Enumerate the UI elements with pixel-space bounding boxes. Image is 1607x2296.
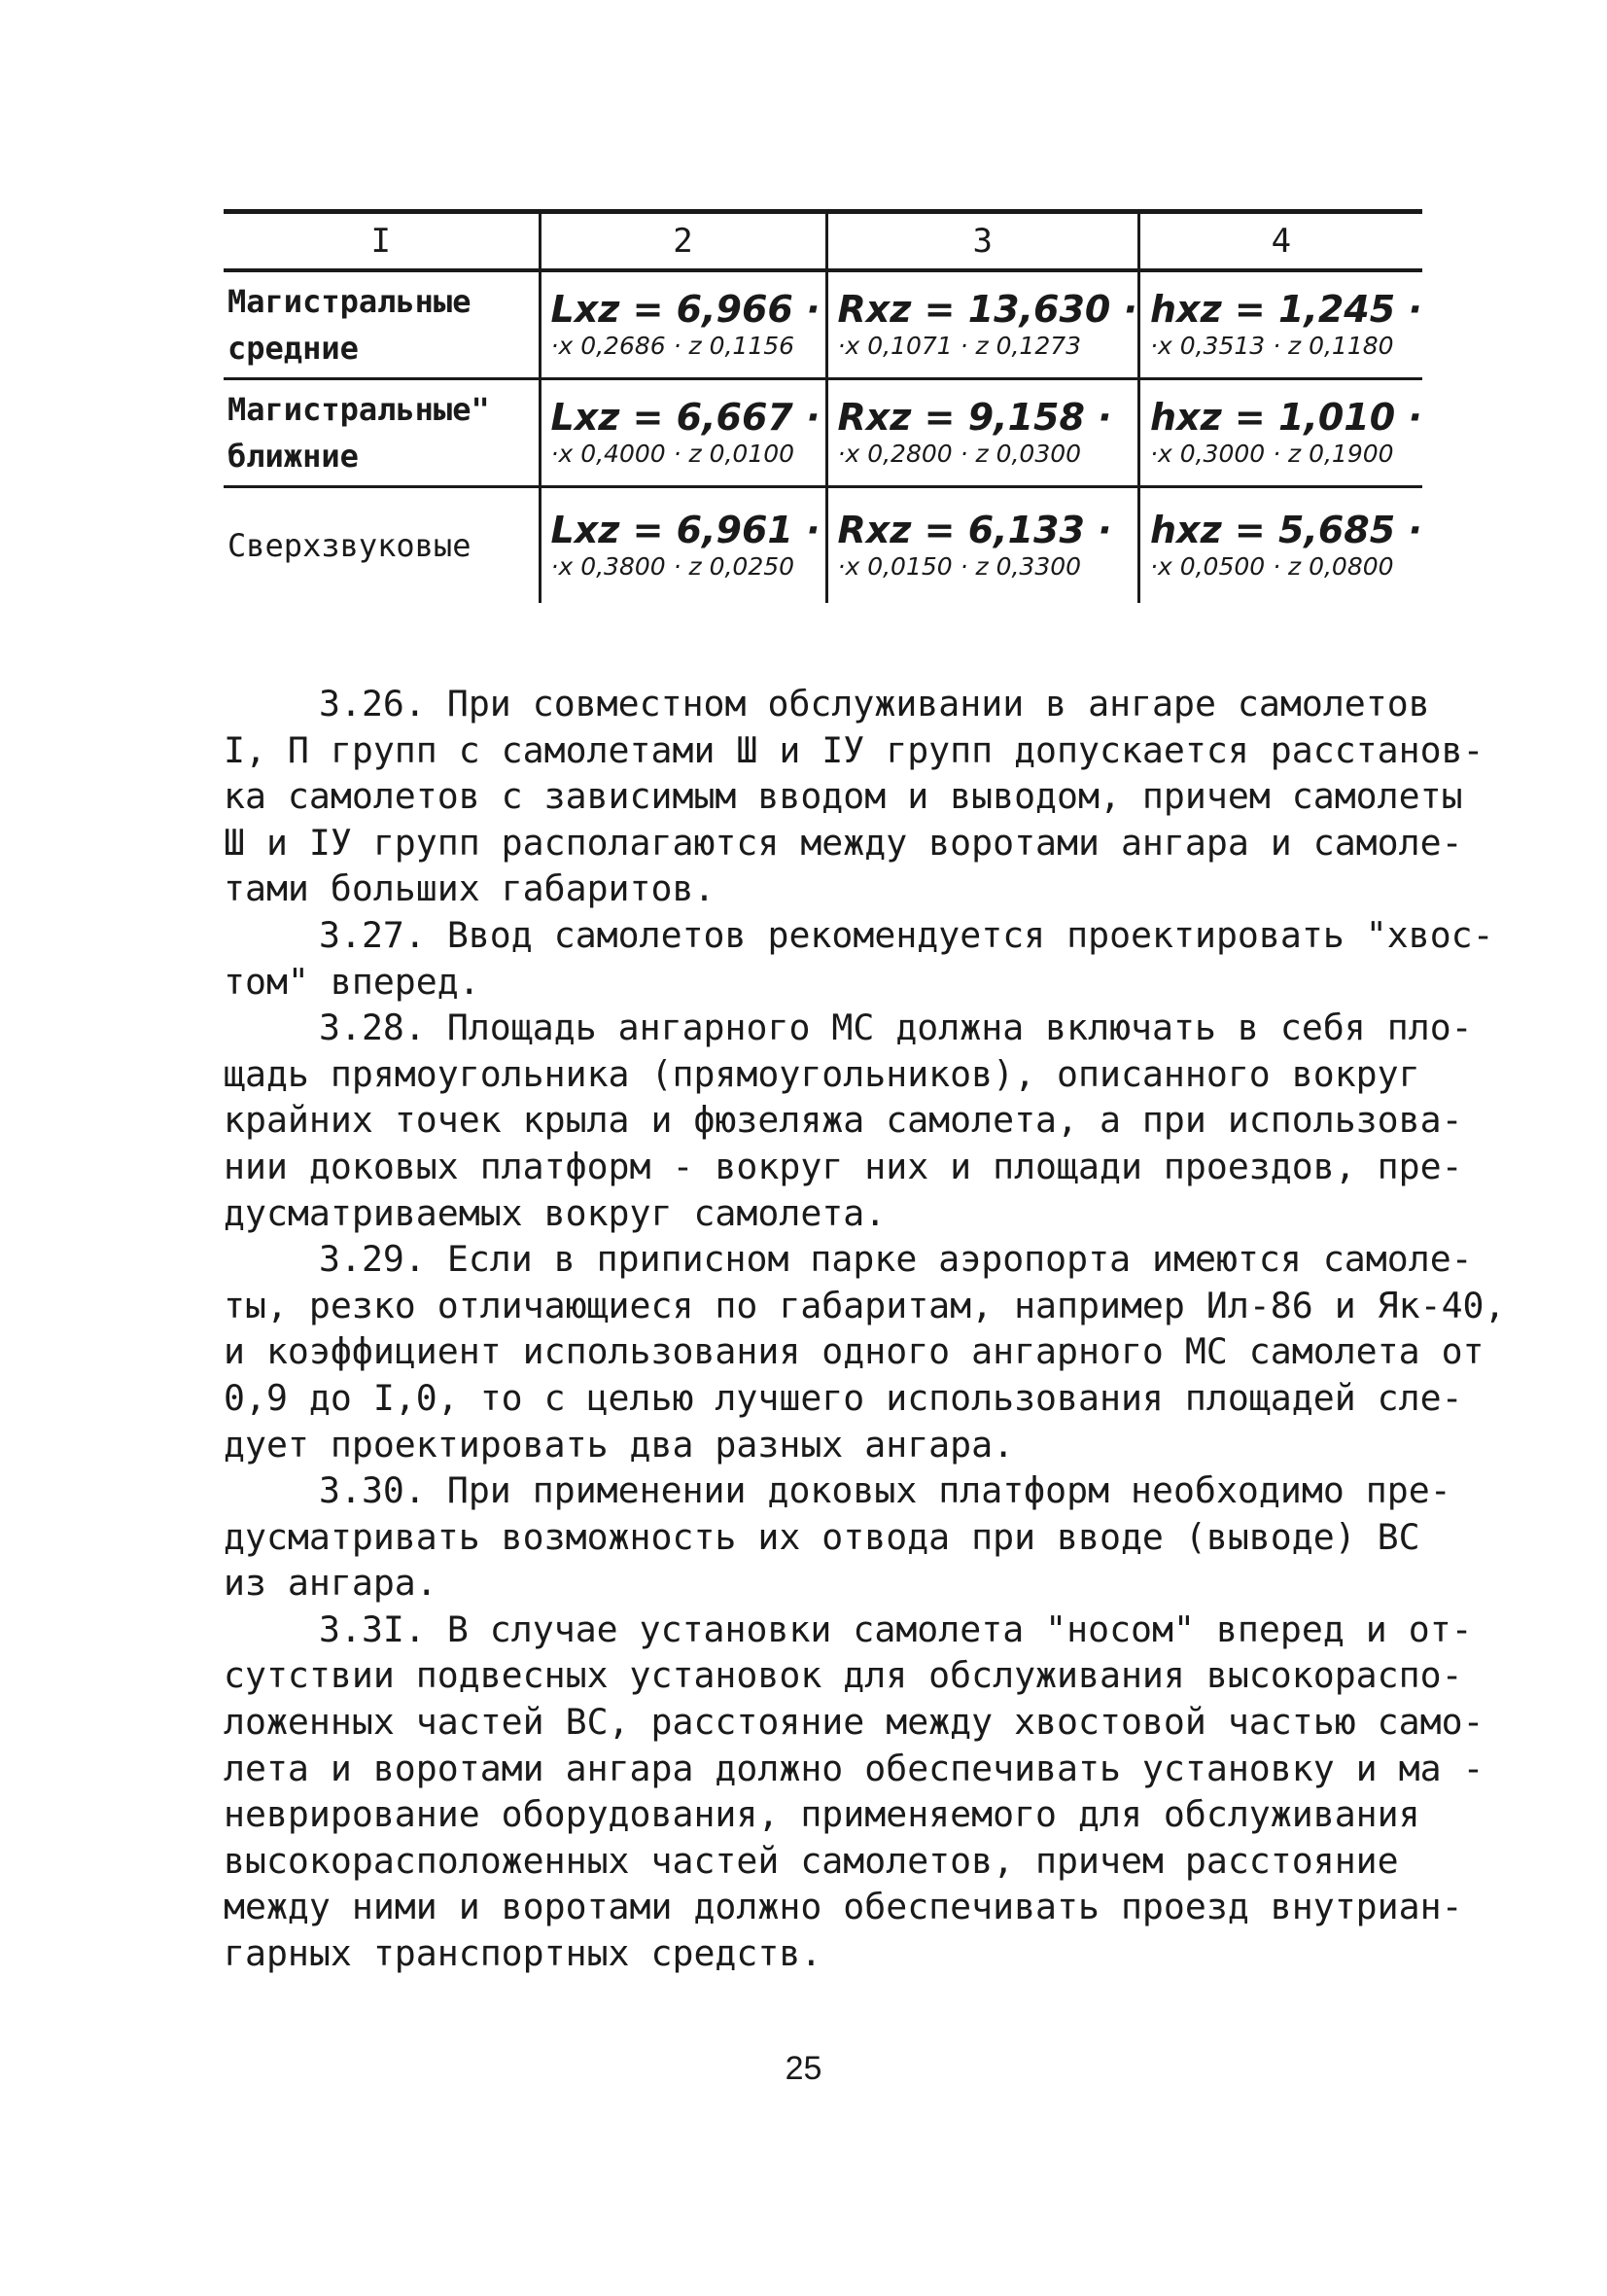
table-header-row	[224, 212, 1422, 271]
page-number: 25	[785, 2050, 822, 2087]
row-label-line: ближние	[227, 438, 359, 475]
text-line: ка самолетов с зависимым вводом и выводом, причем самолеты	[224, 775, 1463, 818]
formula-cell	[540, 270, 826, 379]
text-line: неврирование оборудования, применяемого для обслуживания	[224, 1793, 1420, 1836]
text-line: тами больших габаритов.	[224, 867, 716, 910]
table-row	[224, 270, 1422, 379]
row-label	[224, 379, 540, 487]
formula-cell	[1139, 487, 1422, 604]
text-line: ложенных частей ВС, расстояние между хвостовой частью само-	[224, 1701, 1485, 1744]
text-line: дует проектировать два разных ангара.	[224, 1423, 1015, 1466]
text-line: и коэффициент использования одного ангарного МС самолета от	[224, 1330, 1485, 1373]
row-label-line: Магистральные"	[227, 391, 490, 428]
text-line: лета и воротами ангара должно обеспечивать установку и ма -	[224, 1747, 1485, 1789]
formula-main: Rxz = 6,133 ·	[837, 509, 1112, 551]
formula-exponents: ·x 0,3000 · z 0,1900	[1150, 440, 1394, 468]
formula-exponents: ·x 0,2686 · z 0,1156	[550, 332, 795, 360]
text-line: 3.3I. В случае установки самолета "носом" вперед и от-	[319, 1607, 1473, 1650]
formula-cell	[826, 379, 1139, 487]
formula-main: hxz = 5,685 ·	[1150, 509, 1422, 551]
formula-exponents: ·x 0,0500 · z 0,0800	[1150, 552, 1394, 581]
text-line: нии доковых платформ - вокруг них и площади проездов, пре-	[224, 1145, 1463, 1187]
body-text	[224, 681, 1506, 1977]
table-header-cell: 3	[826, 212, 1139, 271]
text-line: I, П групп с самолетами Ш и IУ групп допускается расстанов-	[224, 728, 1485, 771]
formula-cell	[826, 487, 1139, 604]
formula-main: Rxz = 13,630 ·	[837, 288, 1137, 331]
text-line: 0,9 до I,0, то с целью лучшего использования площадей сле-	[224, 1376, 1463, 1419]
formula-main: Rxz = 9,158 ·	[837, 396, 1112, 439]
formula-main: hxz = 1,245 ·	[1150, 288, 1422, 331]
formula-main: Lxz = 6,667 ·	[550, 396, 821, 439]
text-line: 3.26. При совместном обслуживании в ангаре самолетов	[319, 683, 1430, 724]
table-row	[224, 379, 1422, 487]
text-line: из ангара.	[224, 1562, 437, 1605]
formula-cell	[540, 487, 826, 604]
formula-cell	[1139, 379, 1422, 487]
table-header-cell: I	[224, 212, 540, 271]
formula-cell	[540, 379, 826, 487]
formula-exponents: ·x 0,1071 · z 0,1273	[837, 332, 1082, 360]
text-line: крайних точек крыла и фюзеляжа самолета, а при использова-	[224, 1099, 1463, 1142]
formula-exponents: ·x 0,2800 · z 0,0300	[837, 440, 1082, 468]
text-line: Ш и IУ групп располагаются между воротами ангара и самоле-	[224, 821, 1463, 864]
row-label	[224, 270, 540, 379]
formula-main: Lxz = 6,966 ·	[550, 288, 821, 331]
formula-cell	[826, 270, 1139, 379]
text-line: гарных транспортных средств.	[224, 1932, 822, 1975]
formula-main: hxz = 1,010 ·	[1150, 396, 1422, 439]
text-line: 3.28. Площадь ангарного МС должна включать в себя пло-	[319, 1007, 1473, 1049]
table-row	[224, 487, 1422, 604]
text-line: том" вперед.	[224, 960, 480, 1003]
text-line: сутствии подвесных установок для обслуживания высокораспо-	[224, 1654, 1463, 1697]
table-header-cell: 4	[1139, 212, 1422, 271]
text-line: ты, резко отличающиеся по габаритам, например Ил-86 и Як-40,	[224, 1284, 1506, 1326]
row-label	[224, 487, 540, 604]
text-line: между ними и воротами должно обеспечивать проезд внутриан-	[224, 1886, 1463, 1928]
text-line: 3.29. Если в приписном парке аэропорта имеются самоле-	[319, 1238, 1473, 1281]
coefficients-table	[224, 209, 1422, 603]
formula-cell	[1139, 270, 1422, 379]
row-label-line: Сверхзвуковые	[227, 527, 472, 564]
row-label-line: средние	[227, 330, 359, 367]
text-line: 3.27. Ввод самолетов рекомендуется проектировать "хвос-	[319, 913, 1494, 956]
formula-main: Lxz = 6,961 ·	[550, 509, 821, 551]
text-line: щадь прямоугольника (прямоугольников), описанного вокруг	[224, 1052, 1420, 1095]
formula-exponents: ·x 0,0150 · z 0,3300	[837, 552, 1082, 581]
text-line: дусматривать возможность их отвода при вводе (выводе) ВС	[224, 1515, 1420, 1558]
formula-exponents: ·x 0,4000 · z 0,0100	[550, 440, 795, 468]
text-line: 3.30. При применении доковых платформ необходимо пре-	[319, 1469, 1451, 1512]
row-label-line: Магистральные	[227, 283, 472, 320]
formula-exponents: ·x 0,3800 · z 0,0250	[550, 552, 795, 581]
text-line: высокорасположенных частей самолетов, причем расстояние	[224, 1839, 1399, 1882]
table-header-cell: 2	[540, 212, 826, 271]
text-line: дусматриваемых вокруг самолета.	[224, 1191, 887, 1234]
formula-exponents: ·x 0,3513 · z 0,1180	[1150, 332, 1394, 360]
